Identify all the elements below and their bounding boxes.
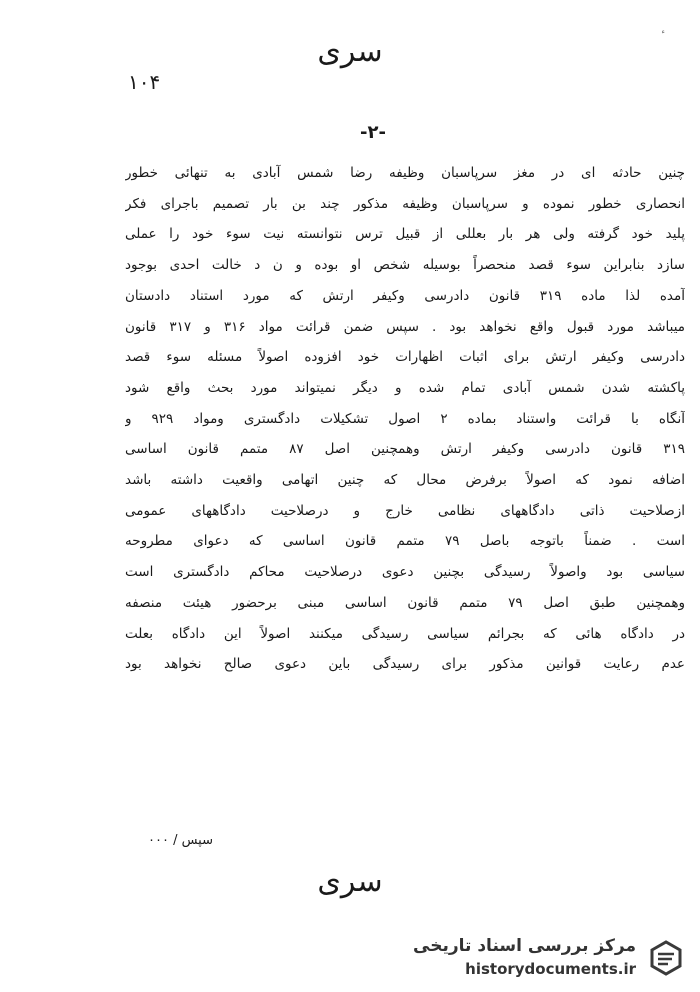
classification-stamp-top: سری [317, 34, 383, 69]
body-line: پاکشته شدن شمس آبادی تمام شده و دیگر نمیتواند مورد بحث واقع شود [125, 379, 685, 396]
watermark-url: historydocuments.ir [465, 960, 636, 978]
body-line: چنین حادثه ای در مغز سرپاسبان وظیفه رضا شمس آبادی به تنهائی خطور [125, 165, 685, 181]
signoff-text: سپس / ۰۰۰ [148, 833, 213, 848]
body-line: سیاسی بود واصولاً رسیدگی بچنین دعوی درصلاحیت محاکم دادگستری است [125, 564, 685, 581]
body-line: سازد بنابراین سوء قصد منحصراً بوسیله شخص او بوده و ن د خالت احدی بوجود [125, 257, 685, 274]
page-number: ۱۰۴ [128, 70, 161, 94]
section-number: -۲- [360, 122, 386, 143]
classification-stamp-bottom: سری [317, 864, 383, 899]
body-line: دادرسی وکیفر ارتش برای اثبات اظهارات خود افزوده اصولاً مسئله سوء قصد [125, 349, 685, 366]
document-archive-logo-icon [644, 936, 688, 980]
body-line: ازصلاحیت ذاتی دادگاههای نظامی خارج و درصلاحیت دادگاههای عمومی [125, 502, 685, 519]
body-line: میباشد مورد قبول واقع نخواهد بود . سپس ضمن قرائت مواد ۳۱۶ و ۳۱۷ قانون [125, 318, 685, 335]
body-line: ۳۱۹ قانون دادرسی وکیفر ارتش وهمچنین اصل ۸۷ متمم قانون اساسی [125, 441, 685, 458]
body-line: وهمچنین طبق اصل ۷۹ متمم قانون اساسی مبنی برحضور هیئت منصفه [125, 594, 685, 611]
body-line: آمده لذا ماده ۳۱۹ قانون دادرسی وکیفر ارتش که مورد استناد دادستان [125, 287, 685, 304]
body-line: اضافه نمود که اصولاً برفرض محال که چنین اتهامی واقعیت داشته باشد [125, 472, 685, 489]
body-line: است . ضمناً باتوجه باصل ۷۹ متمم قانون اساسی که دعوای مطروحه [125, 533, 685, 550]
watermark [412, 932, 688, 988]
body-line: عدم رعایت قوانین مذکور برای رسیدگی باین دعوی صالح نخواهد بود [125, 656, 685, 673]
body-line: آنگاه با قرائت واستناد بماده ۲ اصول تشکیلات دادگستری ومواد ۹۲۹ و [125, 410, 685, 427]
watermark-title: مرکز بررسی اسناد تاریخی [413, 936, 636, 956]
body-line: پلید خود گرفته ولی هر بار بعللی از قبیل ترس نتوانسته نیت سوء خود را عملی [125, 226, 685, 243]
document-body [125, 158, 685, 680]
body-line: در دادگاه هائی که بجرائم سیاسی رسیدگی میکنند اصولاً این دادگاه بعلت [125, 625, 685, 642]
body-line: انحصاری خطور نموده و سرپاسبان وظیفه مذکور چند بن بار تصمیم باجرای فکر [125, 195, 685, 212]
